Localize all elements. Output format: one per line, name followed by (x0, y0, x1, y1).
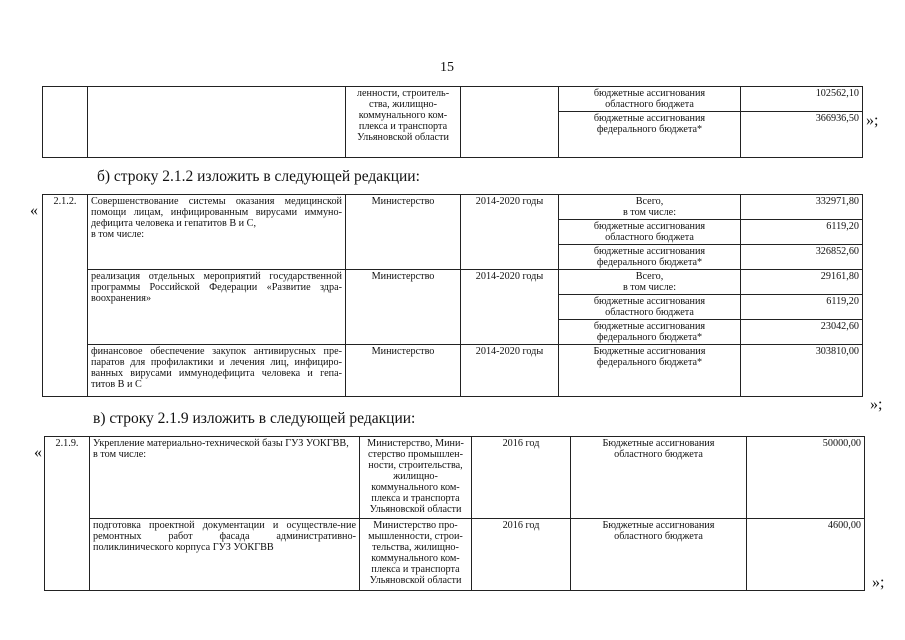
description-cell: подготовка проектной документации и осуществле-ние ремонтных работ фасада административно-поликлинического корпуса ГУЗ УОКГВВ (90, 519, 360, 591)
section-v-table (44, 436, 865, 591)
period-cell: 2016 год (472, 519, 571, 591)
section-b-table (42, 194, 863, 397)
closing-quote: »; (870, 396, 883, 413)
section-b-heading: б) строку 2.1.2 изложить в следующей редакции: (97, 168, 420, 185)
row-number-cell: 2.1.9. (45, 437, 90, 591)
source-cell: бюджетные ассигнования областного бюджета (559, 295, 741, 320)
value-cell: 23042,60 (741, 320, 863, 345)
source-cell: Всего, в том числе: (559, 270, 741, 295)
period-cell: 2014-2020 годы (461, 270, 559, 345)
source-cell: бюджетные ассигнования федерального бюджета* (559, 245, 741, 270)
page-number: 15 (440, 60, 454, 75)
executor-cell: Министерство про- мышленности, строи- тельства, жилищно- коммунального ком- плекса и транспорта Ульяновской области (360, 519, 472, 591)
source-cell: бюджетные ассигнования областного бюджета (559, 87, 741, 112)
executor-cell: Министерство, Мини- стерство промышлен- ности, строительства, жилищно- коммунального ком- плекса и транспорта Ульяновской области (360, 437, 472, 519)
value-cell: 366936,50 (741, 112, 863, 158)
description-cell: реализация отдельных мероприятий государственной программы Российской Федерации «Развитие здра-воохранения» (88, 270, 346, 345)
table-row (43, 87, 863, 112)
row-number-cell (43, 87, 88, 158)
value-cell: 29161,80 (741, 270, 863, 295)
source-cell: Бюджетные ассигнования федерального бюджета* (559, 345, 741, 397)
value-cell: 6119,20 (741, 295, 863, 320)
value-cell: 326852,60 (741, 245, 863, 270)
value-cell: 6119,20 (741, 220, 863, 245)
opening-quote: « (34, 444, 42, 461)
executor-cell: Министерство (346, 345, 461, 397)
source-cell: бюджетные ассигнования областного бюджета (559, 220, 741, 245)
table-row (45, 437, 865, 519)
closing-quote: »; (872, 574, 885, 591)
table-row (45, 519, 865, 591)
executor-cell: Министерство (346, 270, 461, 345)
source-cell: Всего, в том числе: (559, 195, 741, 220)
value-cell: 332971,80 (741, 195, 863, 220)
table-row (43, 195, 863, 220)
description-cell: Совершенствование системы оказания медицинской помощи лицам, инфицированным вирусами иммуно-дефицита человека и гепатитов В и С, в том числе: (88, 195, 346, 270)
executor-cell: ленности, строитель- ства, жилищно- коммунального ком- плекса и транспорта Ульяновской области (346, 87, 461, 158)
source-cell: Бюджетные ассигнования областного бюджета (571, 437, 747, 519)
value-cell: 102562,10 (741, 87, 863, 112)
value-cell: 4600,00 (747, 519, 865, 591)
row-number-cell: 2.1.2. (43, 195, 88, 397)
section-v-heading: в) строку 2.1.9 изложить в следующей редакции: (93, 410, 416, 427)
table-row (43, 270, 863, 295)
description-cell: Укрепление материально-технической базы ГУЗ УОКГВВ, в том числе: (90, 437, 360, 519)
description-cell: финансовое обеспечение закупок антивирусных пре-паратов для профилактики и лечения лиц, инфициро-ванных вирусами иммунодефицита человека и гепа-титов В и С (88, 345, 346, 397)
opening-quote: « (30, 202, 38, 219)
executor-cell: Министерство (346, 195, 461, 270)
period-cell: 2016 год (472, 437, 571, 519)
description-cell (88, 87, 346, 158)
source-cell: бюджетные ассигнования федерального бюджета* (559, 320, 741, 345)
value-cell: 303810,00 (741, 345, 863, 397)
period-cell: 2014-2020 годы (461, 195, 559, 270)
top-table (42, 86, 863, 158)
source-cell: Бюджетные ассигнования областного бюджета (571, 519, 747, 591)
period-cell (461, 87, 559, 158)
source-cell: бюджетные ассигнования федерального бюджета* (559, 112, 741, 158)
period-cell: 2014-2020 годы (461, 345, 559, 397)
closing-quote: »; (866, 112, 879, 129)
table-row (43, 345, 863, 397)
value-cell: 50000,00 (747, 437, 865, 519)
